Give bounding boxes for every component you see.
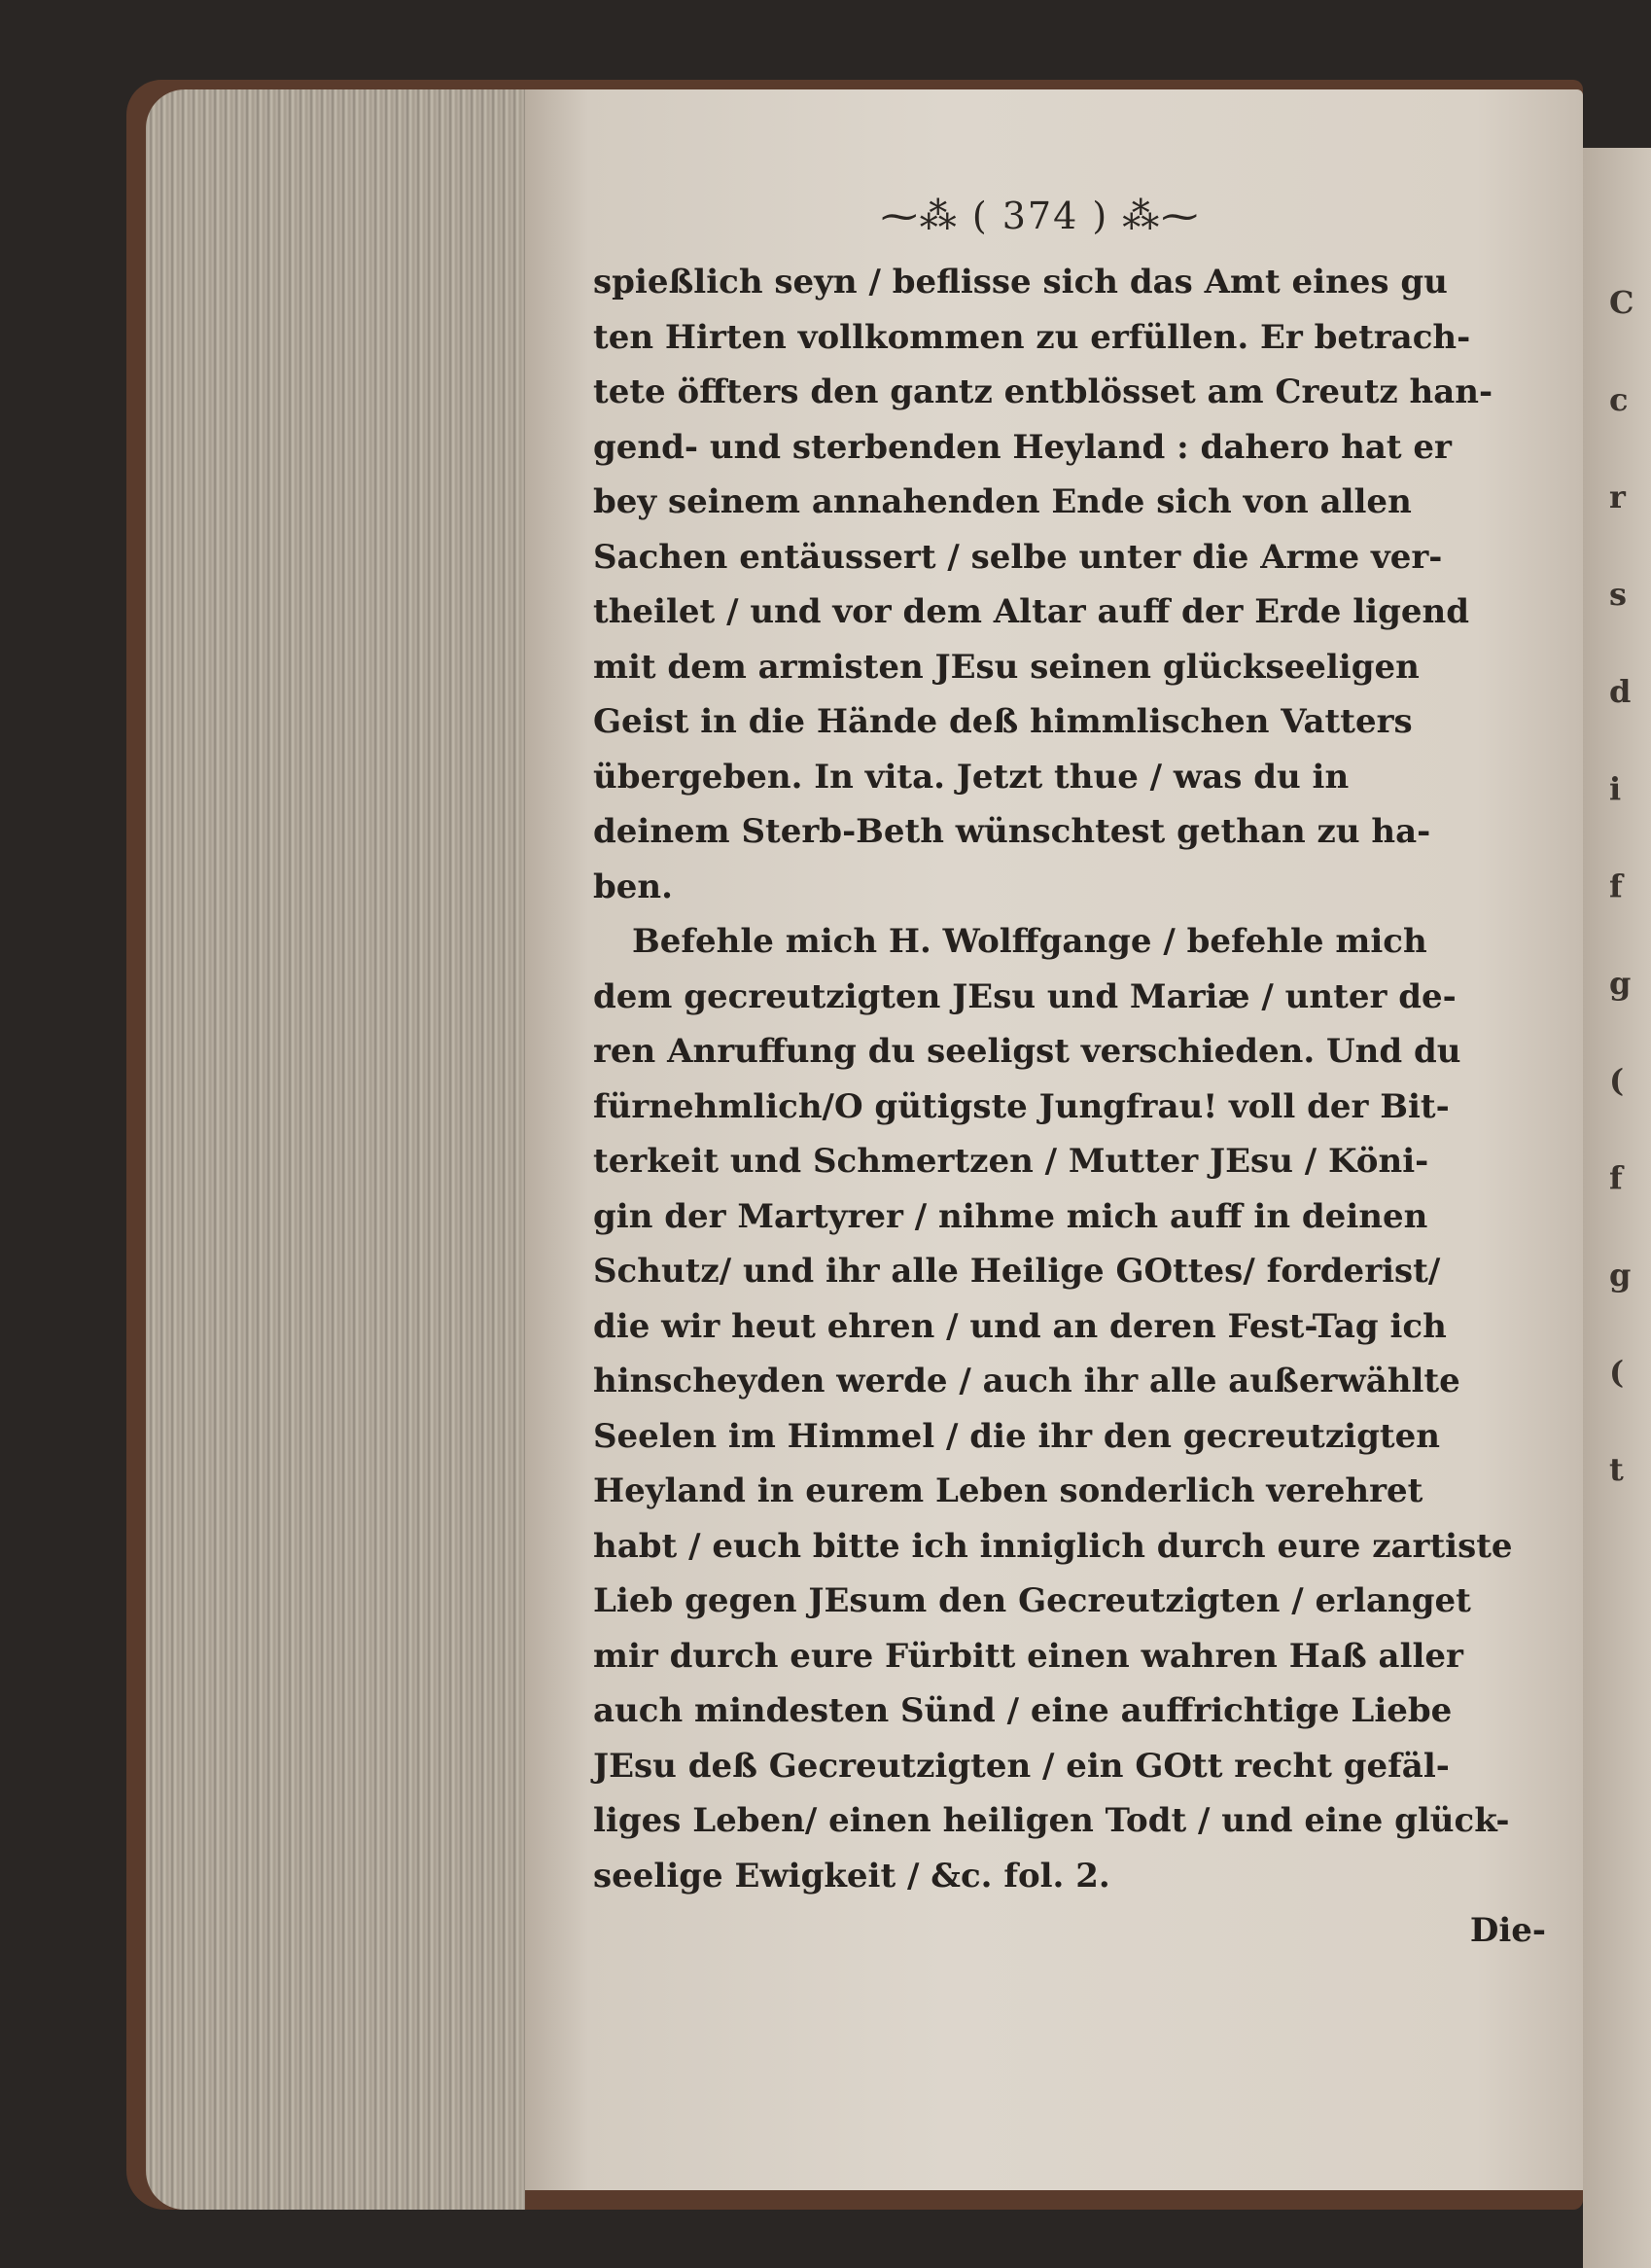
text-line: dem gecreutzigten JEsu und Mariæ / unter de-: [593, 976, 1457, 1016]
text-line: Seelen im Himmel / die ihr den gecreutzigten: [593, 1416, 1440, 1456]
book: [68, 60, 1634, 2210]
margin-letter: c: [1609, 381, 1629, 418]
text-line: terkeit und Schmertzen / Mutter JEsu / Köni-: [593, 1142, 1429, 1181]
margin-letter: (: [1609, 1062, 1625, 1099]
text-line: die wir heut ehren / und an deren Fest-Tag ich: [593, 1306, 1447, 1346]
book-page: [525, 89, 1583, 2190]
catchword: Die-: [1469, 1911, 1546, 1950]
text-line: Heyland in eurem Leben sonderlich verehret: [593, 1471, 1423, 1510]
margin-letter: s: [1609, 576, 1628, 613]
text-line: liges Leben/ einen heiligen Todt / und eine glück-: [593, 1801, 1510, 1840]
text-line: Sachen entäussert / selbe unter die Arme ver-: [593, 537, 1443, 577]
page-edges: [146, 89, 525, 2210]
text-line: Lieb gegen JEsum den Gecreutzigten / erlanget: [593, 1581, 1471, 1620]
page-body-text: [593, 255, 1546, 1959]
text-line: hinscheyden werde / auch ihr alle außerwählte: [593, 1362, 1460, 1400]
text-line: seelige Ewigkeit / &c. fol. 2.: [593, 1856, 1110, 1896]
text-line: habt / euch bitte ich inniglich durch eure zartiste: [593, 1526, 1513, 1566]
facing-page-margin-letters: [1609, 284, 1648, 1548]
text-line: bey seinem annahenden Ende sich von allen: [593, 482, 1412, 521]
text-line: mir durch eure Fürbitt einen wahren Haß aller: [593, 1636, 1463, 1676]
margin-letter: (: [1609, 1354, 1625, 1391]
page-number-header: [583, 195, 1497, 237]
margin-letter: g: [1609, 965, 1632, 1002]
text-line: mit dem armisten JEsu seinen glückseeligen: [593, 647, 1420, 687]
page-number: ( 374 ): [971, 195, 1109, 237]
text-line: übergeben. In vita. Jetzt thue / was du in: [593, 757, 1350, 797]
text-line: gin der Martyrer / nihme mich auff in deinen: [593, 1196, 1428, 1236]
margin-letter: d: [1609, 673, 1632, 710]
header-ornament-left: ⁓⁂: [880, 195, 972, 237]
text-line: Befehle mich H. Wolffgange / befehle mich: [632, 922, 1427, 961]
text-line: tete öffters den gantz entblösset am Creutz han-: [593, 372, 1493, 411]
margin-letter: g: [1609, 1257, 1632, 1293]
margin-letter: r: [1609, 478, 1626, 515]
text-line: theilet / und vor dem Altar auff der Erde ligend: [593, 592, 1469, 631]
margin-letter: t: [1609, 1451, 1624, 1488]
text-line: Geist in die Hände deß himmlischen Vatters: [593, 702, 1413, 741]
text-line: Schutz/ und ihr alle Heilige GOttes/ forderist/: [593, 1252, 1441, 1291]
text-line: deinem Sterb-Beth wünschtest gethan zu ha-: [593, 812, 1431, 851]
header-ornament-right: ⁂⁓: [1108, 195, 1201, 237]
text-line: ben.: [593, 867, 673, 906]
text-line: ren Anruffung du seeligst verschieden. Und du: [593, 1032, 1461, 1071]
text-line: ten Hirten vollkommen zu erfüllen. Er betrach-: [593, 317, 1471, 357]
text-line: gend- und sterbenden Heyland : dahero hat er: [593, 427, 1452, 467]
margin-letter: C: [1609, 284, 1634, 321]
text-line: fürnehmlich/O gütigste Jungfrau! voll der Bit-: [593, 1086, 1450, 1126]
margin-letter: f: [1609, 868, 1623, 904]
text-line: spießlich seyn / beflisse sich das Amt eines gu: [593, 263, 1448, 301]
text-line: auch mindesten Sünd / eine auffrichtige Liebe: [593, 1691, 1453, 1730]
text-line: JEsu deß Gecreutzigten / ein GOtt recht gefäl-: [593, 1746, 1450, 1786]
margin-letter: i: [1609, 770, 1622, 807]
margin-letter: f: [1609, 1159, 1623, 1196]
